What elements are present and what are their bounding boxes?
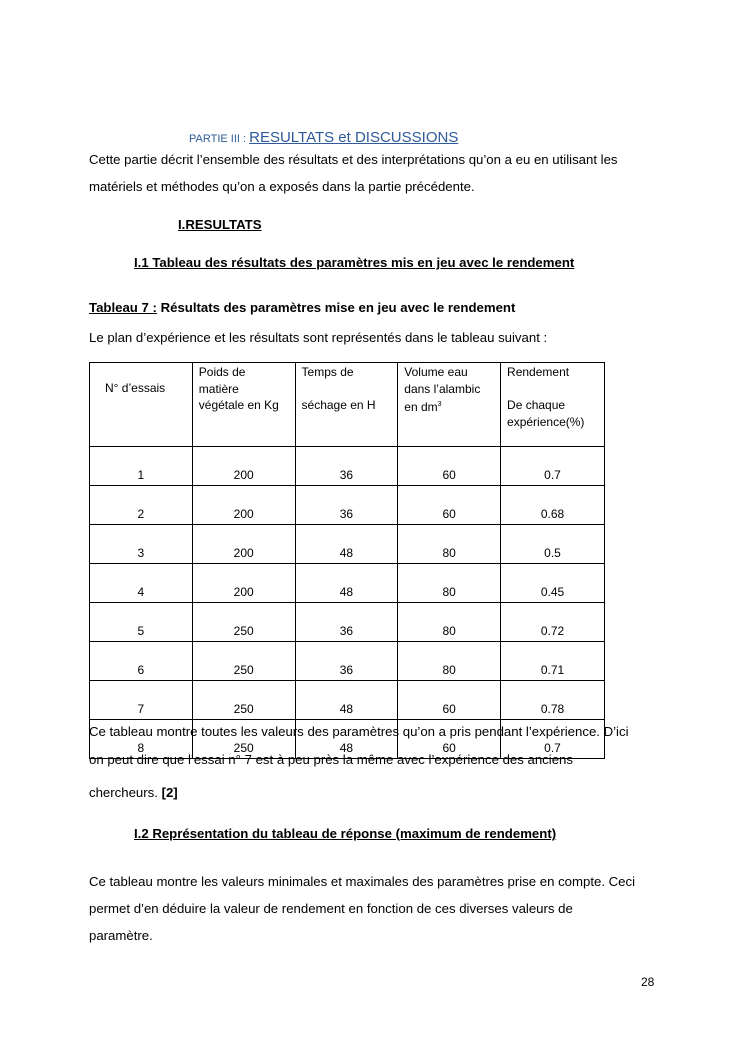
final-line-1: Ce tableau montre les valeurs minimales et maximales des paramètres prise en compte. Ceci: [89, 874, 636, 889]
intro-line-2: matériels et méthodes qu’on a exposés dans la partie précédente.: [89, 179, 475, 194]
table-intro: Le plan d’expérience et les résultats sont représentés dans le tableau suivant :: [89, 330, 548, 345]
part-prefix: PARTIE III :: [189, 133, 250, 145]
table-row: 7 250 48 60 0.78: [90, 681, 605, 720]
page-number: 28: [641, 975, 655, 989]
intro-line-1: Cette partie décrit l’ensemble des résultats et des interprétations qu’on a eu en utilisant les: [89, 152, 618, 167]
table-row: 3 200 48 80 0.5: [90, 525, 605, 564]
part-title: RESULTATS et DISCUSSIONS: [249, 129, 459, 146]
table-caption: [89, 295, 515, 321]
table-row: 8 250 48 60 0.7: [90, 720, 605, 759]
table-header-row: [90, 363, 605, 447]
table-row: 2 200 36 60 0.68: [90, 486, 605, 525]
header-essais: N° d’essais: [90, 363, 193, 447]
final-line-3: paramètre.: [89, 928, 153, 943]
after-table-line-3: chercheurs. [2]: [89, 785, 178, 800]
part-heading: [189, 129, 458, 147]
final-line-2: permet d’en déduire la valeur de rendement en fonction de ces diverses valeurs de: [89, 901, 573, 916]
after-table-line-2: on peut dire que l’essai n° 7 est à peu près la même avec l’expérience des anciens: [89, 752, 573, 767]
table-row: 1 200 36 60 0.7: [90, 447, 605, 486]
subsection-heading-2: I.2 Représentation du tableau de réponse (maximum de rendement): [134, 826, 557, 841]
section-heading-resultats: I.RESULTATS: [178, 217, 262, 232]
table-row: 4 200 48 80 0.45: [90, 564, 605, 603]
subsection-heading-1: I.1 Tableau des résultats des paramètres mis en jeu avec le rendement: [134, 255, 575, 270]
header-temps: Temps de séchage en H: [295, 363, 398, 447]
header-volume: Volume eau dans l’alambic en $dm^3$: [398, 363, 501, 447]
after-table-line-1: Ce tableau montre toutes les valeurs des paramètres qu’on a pris pendant l’expérience. D’ici: [89, 724, 629, 739]
table-row: 6 250 36 80 0.71: [90, 642, 605, 681]
table-row: 5 250 36 80 0.72: [90, 603, 605, 642]
results-table: [89, 362, 605, 759]
table-caption-text: Résultats des paramètres mise en jeu avec le rendement: [156, 300, 516, 315]
header-rendement: Rendement De chaque expérience(%): [501, 363, 605, 447]
header-poids: Poids de matière végétale en Kg: [192, 363, 295, 447]
table-caption-label: Tableau 7 :: [89, 300, 157, 315]
citation: [2]: [161, 785, 178, 800]
